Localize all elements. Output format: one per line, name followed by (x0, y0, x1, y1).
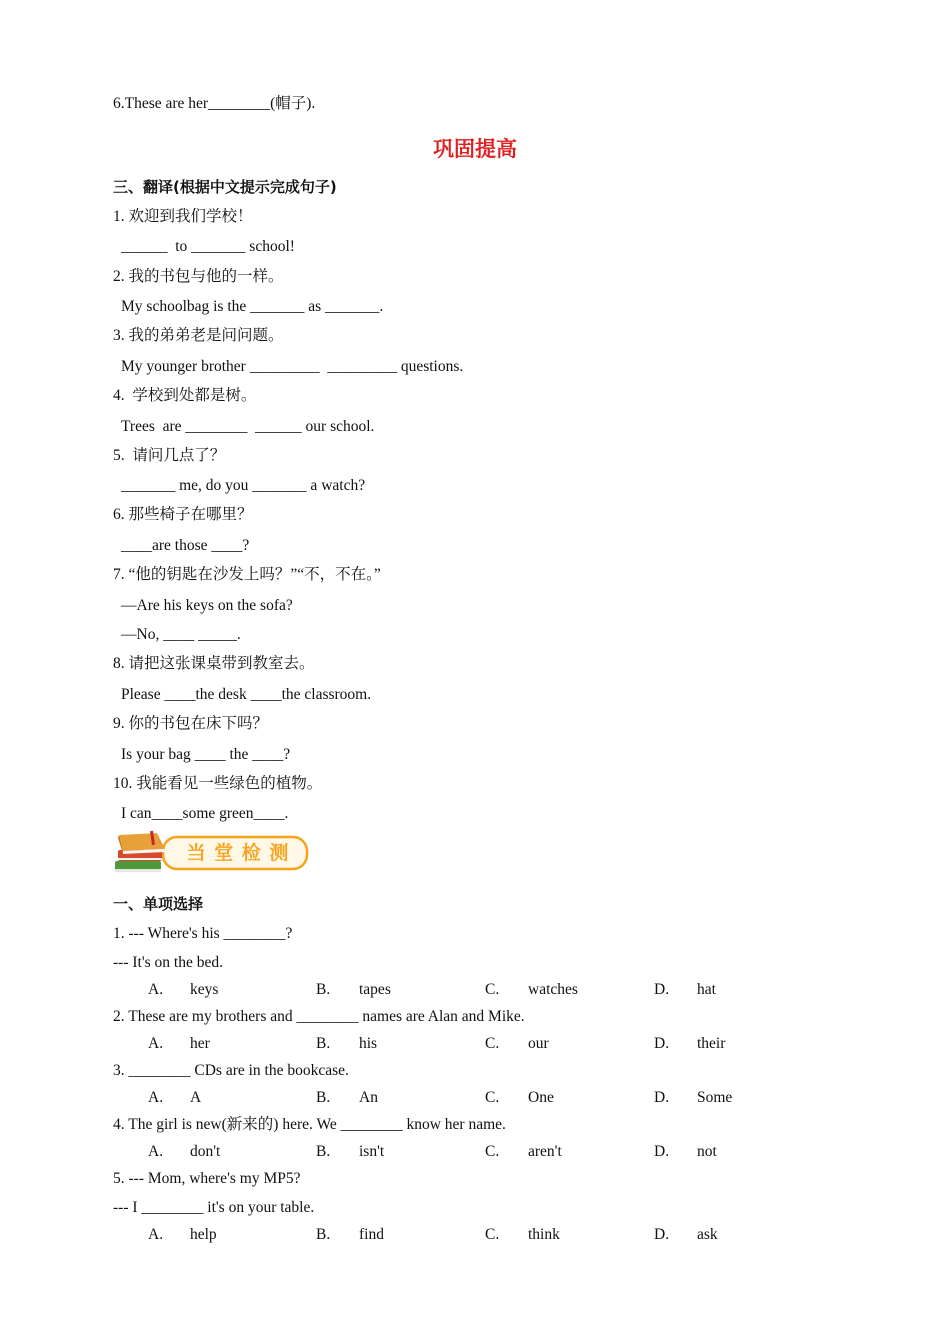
option-text: tapes (359, 981, 391, 998)
translation-zh-6: 6. 那些椅子在哪里？ (113, 506, 253, 523)
translation-en-4: Trees are ________ ______ our school. (121, 418, 375, 435)
option-text: our (528, 1035, 549, 1052)
quiz-heading: 一、单项选择 (113, 895, 204, 913)
option-letter: A. (148, 1226, 164, 1243)
option-letter: C. (485, 981, 500, 998)
question-4-options (0, 1142, 950, 1162)
translation-zh-7: 7. “他的钥匙在沙发上吗？”“不，不在。” (113, 566, 381, 583)
option-letter: D. (654, 1143, 670, 1160)
translation-en-3: My younger brother _________ _________ questions. (121, 358, 464, 375)
option-text: find (359, 1226, 384, 1243)
translation-en-2: My schoolbag is the _______ as _______. (121, 298, 384, 315)
option-letter: A. (148, 981, 164, 998)
translation-zh-10: 10. 我能看见一些绿色的植物。 (113, 775, 323, 792)
question-5-stem: 5. --- Mom, where's my MP5? (113, 1170, 301, 1187)
option-text: A (190, 1089, 202, 1106)
translation-en-6: ____are those ____? (121, 537, 250, 554)
option-letter: B. (316, 1226, 331, 1243)
translation-en-7b: —No, ____ _____. (121, 626, 241, 643)
option-letter: C. (485, 1143, 500, 1160)
translation-en-8: Please ____the desk ____the classroom. (121, 686, 372, 703)
question-3-options (0, 1088, 950, 1108)
option-text: their (697, 1035, 726, 1052)
option-text: don't (190, 1143, 221, 1160)
option-text: Some (697, 1089, 733, 1106)
option-letter: B. (316, 981, 331, 998)
translation-zh-1: 1. 欢迎到我们学校！ (113, 208, 253, 225)
question-5-answer-line: --- I ________ it's on your table. (113, 1199, 315, 1216)
option-text: ask (697, 1226, 718, 1243)
option-text: help (190, 1226, 217, 1243)
option-text: isn't (359, 1143, 385, 1160)
option-text: One (528, 1089, 554, 1106)
option-text: his (359, 1035, 378, 1052)
question-4-stem: 4. The girl is new(新来的) here. We ________ know her name. (113, 1116, 506, 1133)
translation-zh-4: 4. 学校到处都是树。 (113, 387, 257, 404)
option-text: not (697, 1143, 717, 1160)
option-letter: B. (316, 1089, 331, 1106)
in-class-test-banner (113, 829, 309, 877)
translation-zh-9: 9. 你的书包在床下吗？ (113, 715, 269, 732)
translation-en-1: ______ to _______ school! (121, 238, 295, 255)
option-letter: D. (654, 981, 670, 998)
option-letter: C. (485, 1035, 500, 1052)
question-1-options (0, 980, 950, 1000)
question-1-stem: 1. --- Where's his ________? (113, 925, 293, 942)
exercise-item-6: 6.These are her________(帽子). (113, 95, 316, 112)
translation-en-10: I can____some green____. (121, 805, 289, 822)
translation-en-9: Is your bag ____ the ____? (121, 746, 291, 763)
option-letter: A. (148, 1089, 164, 1106)
option-text: watches (528, 981, 578, 998)
translation-en-5: _______ me, do you _______ a watch? (121, 477, 366, 494)
option-text: think (528, 1226, 560, 1243)
option-text: hat (697, 981, 716, 998)
question-1-answer-line: --- It's on the bed. (113, 954, 223, 971)
option-letter: D. (654, 1089, 670, 1106)
translation-heading: 三、翻译(根据中文提示完成句子) (113, 178, 337, 196)
option-letter: B. (316, 1035, 331, 1052)
option-letter: B. (316, 1143, 331, 1160)
question-2-options (0, 1034, 950, 1054)
option-letter: A. (148, 1143, 164, 1160)
option-text: her (190, 1035, 210, 1052)
option-letter: C. (485, 1089, 500, 1106)
translation-en-7a: —Are his keys on the sofa? (121, 597, 293, 614)
option-text: An (359, 1089, 378, 1106)
option-letter: D. (654, 1226, 670, 1243)
question-2-stem: 2. These are my brothers and ________ names are Alan and Mike. (113, 1008, 525, 1025)
option-letter: C. (485, 1226, 500, 1243)
question-3-stem: 3. ________ CDs are in the bookcase. (113, 1062, 349, 1079)
translation-zh-2: 2. 我的书包与他的一样。 (113, 268, 284, 285)
option-text: aren't (528, 1143, 562, 1160)
option-text: keys (190, 981, 219, 998)
question-5-options (0, 1225, 950, 1245)
option-letter: D. (654, 1035, 670, 1052)
translation-zh-8: 8. 请把这张课桌带到教室去。 (113, 655, 315, 672)
translation-zh-3: 3. 我的弟弟老是问问题。 (113, 327, 284, 344)
translation-zh-5: 5. 请问几点了？ (113, 447, 226, 464)
option-letter: A. (148, 1035, 164, 1052)
section-title: 巩固提高 (433, 137, 517, 161)
banner-label: 当 堂 检 测 (186, 842, 290, 864)
